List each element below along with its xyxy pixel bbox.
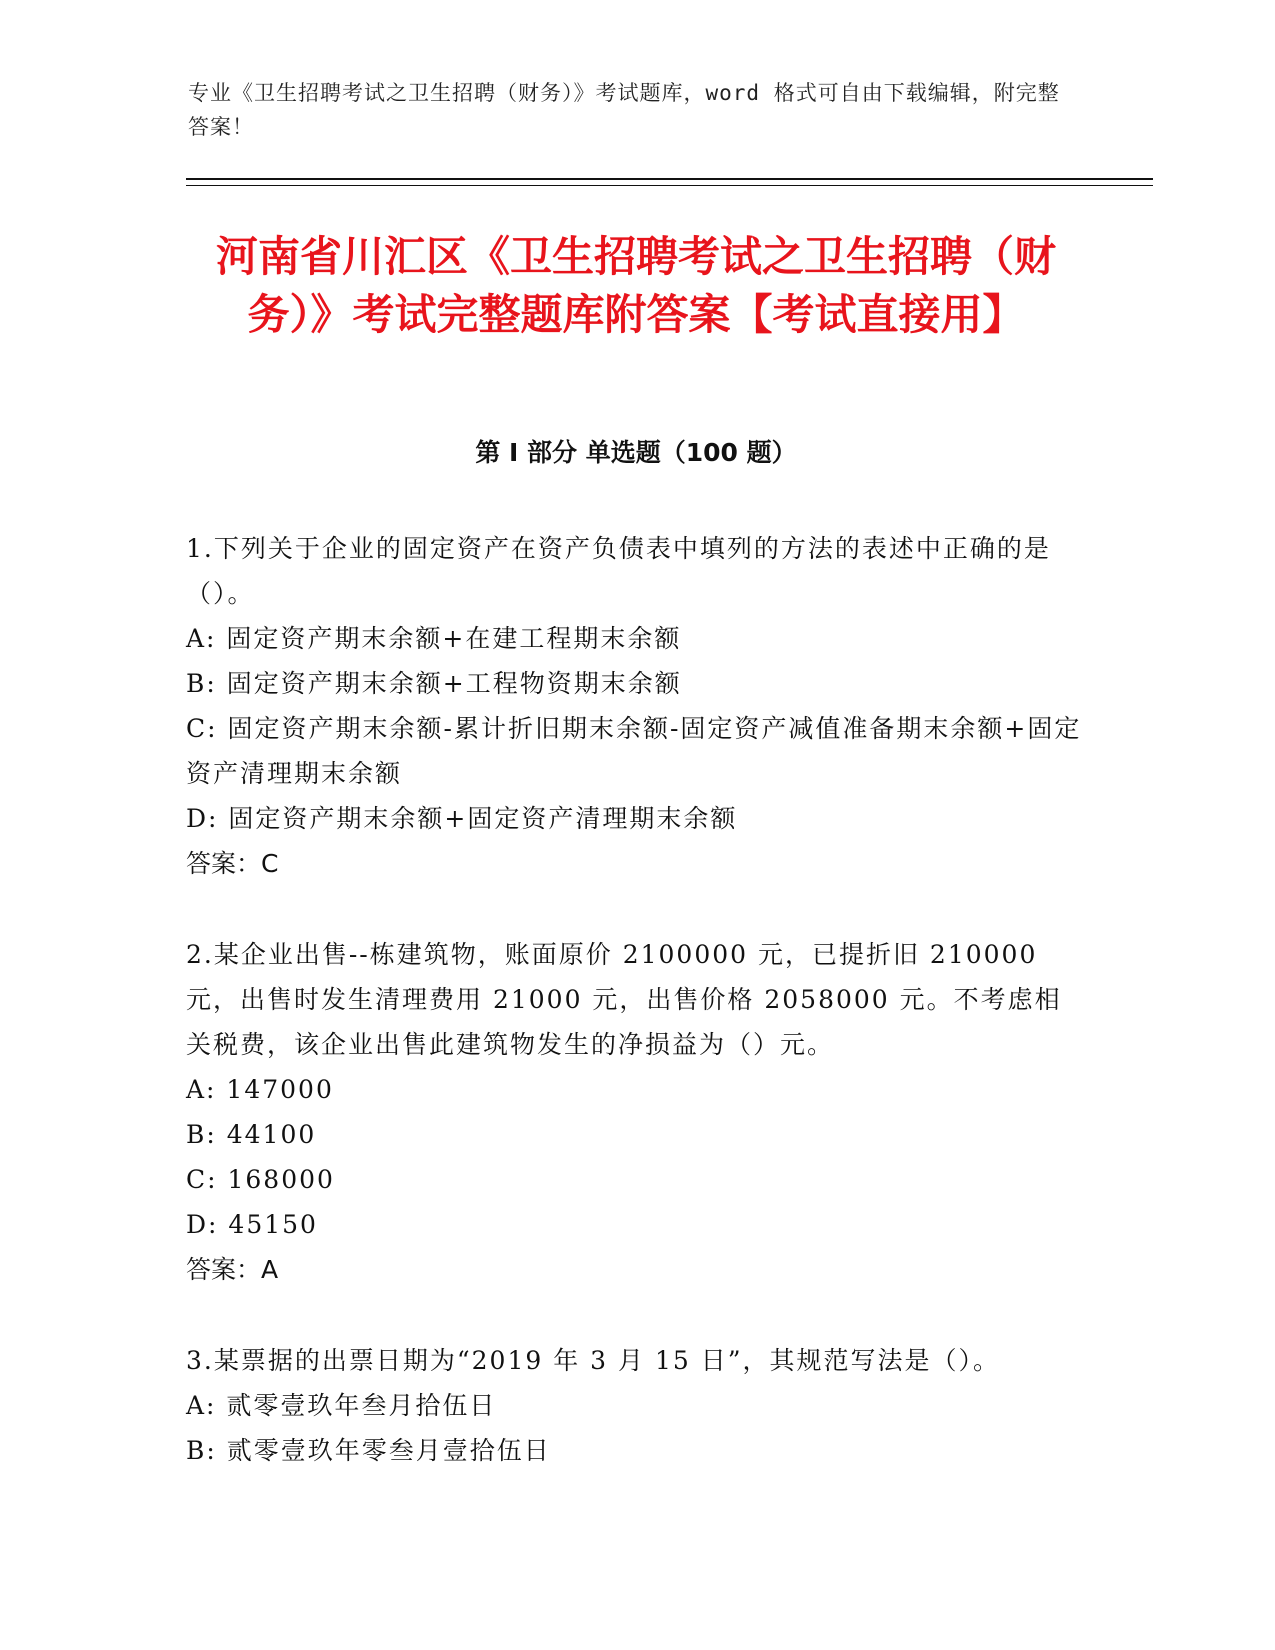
question-3 — [186, 1338, 1086, 1473]
document-title: 河南省川汇区《卫生招聘考试之卫生招聘（财务）》考试完整题库附答案【考试直接用】 — [215, 232, 1056, 339]
question-text: 3.某票据的出票日期为“2019 年 3 月 15 日”，其规范写法是（）。 — [186, 1346, 1000, 1375]
option-c: C: 168000 — [186, 1165, 335, 1194]
question-2 — [186, 932, 1086, 1292]
answer: 答案：A — [186, 1255, 279, 1284]
option-b: B: 贰零壹玖年零叁月壹拾伍日 — [186, 1436, 551, 1465]
option-b: B: 固定资产期末余额+工程物资期末余额 — [186, 669, 682, 698]
option-a: A: 贰零壹玖年叁月拾伍日 — [186, 1391, 497, 1420]
question-1 — [186, 526, 1086, 886]
question-text: 1.下列关于企业的固定资产在资产负债表中填列的方法的表述中正确的是（）。 — [186, 534, 1051, 608]
option-c: C: 固定资产期末余额-累计折旧期末余额-固定资产减值准备期末余额+固定资产清理期末余额 — [186, 714, 1082, 788]
option-d: D: 45150 — [186, 1210, 318, 1239]
option-b: B: 44100 — [186, 1120, 317, 1149]
option-a: A: 147000 — [186, 1075, 334, 1104]
question-list — [186, 526, 1086, 1519]
header-rule-thin — [186, 185, 1153, 186]
header-note: 专业《卫生招聘考试之卫生招聘（财务）》考试题库，word 格式可自由下载编辑，附完整答案！ — [188, 81, 1060, 139]
option-a: A: 固定资产期末余额+在建工程期末余额 — [186, 624, 682, 653]
section-title: 第 I 部分 单选题（100 题） — [475, 438, 797, 467]
question-text: 2.某企业出售--栋建筑物，账面原价 2100000 元，已提折旧 210000 元，出售时发生清理费用 21000 元，出售价格 2058000 元。不考虑相关税费，该企业出售此建筑物发生的净损益为（）元。 — [186, 940, 1062, 1059]
header-rule-thick — [186, 178, 1153, 180]
option-d: D: 固定资产期末余额+固定资产清理期末余额 — [186, 804, 738, 833]
answer: 答案：C — [186, 849, 279, 878]
